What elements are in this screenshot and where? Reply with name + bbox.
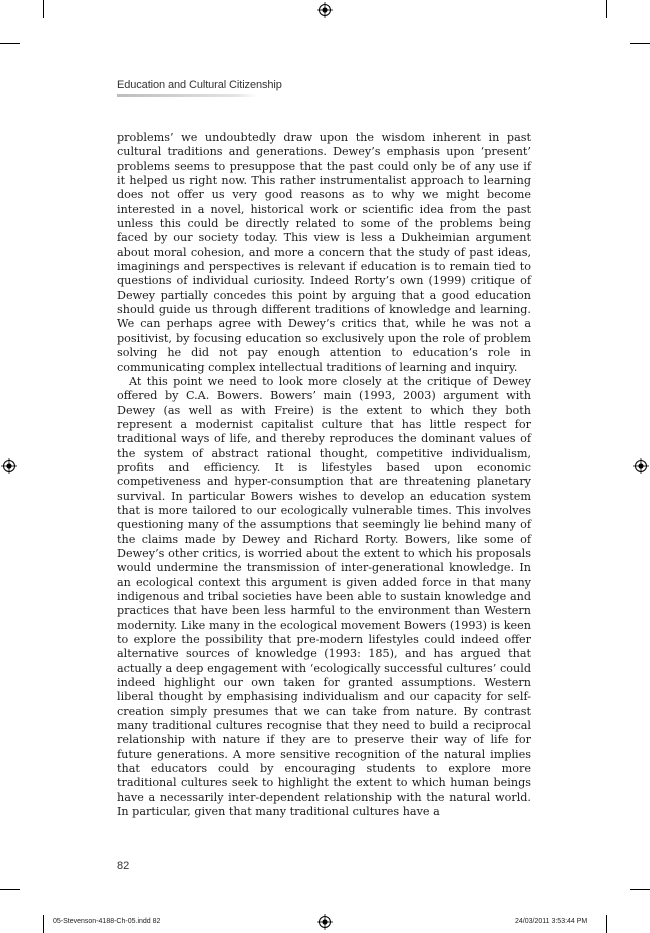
running-head-rule <box>117 94 257 97</box>
slug-date-time: 24/03/2011 3:53:44 PM <box>515 918 588 925</box>
registration-mark-icon <box>1 458 17 474</box>
slug-file-name: 05-Stevenson-4188-Ch-05.indd 82 <box>53 918 161 925</box>
crop-mark-top-right-horizontal <box>630 43 650 44</box>
body-text <box>117 131 531 820</box>
crop-mark-bottom-left-vertical <box>43 915 44 933</box>
page-number: 82 <box>117 860 130 872</box>
crop-mark-top-left-horizontal <box>0 43 20 44</box>
crop-mark-bottom-left-horizontal <box>0 889 20 890</box>
crop-mark-top-right-vertical <box>606 0 607 18</box>
running-head: Education and Cultural Citizenship <box>117 79 282 91</box>
registration-mark-icon <box>633 458 649 474</box>
registration-mark-icon <box>317 2 333 18</box>
crop-mark-top-left-vertical <box>43 0 44 18</box>
registration-mark-icon <box>317 914 333 930</box>
crop-mark-bottom-right-vertical <box>606 915 607 933</box>
crop-mark-bottom-right-horizontal <box>630 889 650 890</box>
paragraph: At this point we need to look more closely at the critique of Dewey offered by C.A. Bowers. Bowers’ main (1993, 2003) argument with Dewey (as well as with Freire) is the extent to which they both represent a modernist capitalist culture that has little respect for traditional ways of life, and thereby reproduces the dominant values of the system of abstract rational thought, competitive individualism, profits and efficiency. It is lifestyles based upon economic competiveness and hyper-consumption that are threatening planetary survival. In particular Bowers wishes to develop an education system that is more tailored to our ecologically vulnerable times. This involves questioning many of the assumptions that seemingly lie behind many of the claims made by Dewey and Richard Rorty. Bowers, like some of Dewey’s other critics, is worried about the extent to which his proposals would undermine the transmission of inter-generational knowledge. In an ecological context this argument is given added force in that many indigenous and tribal societies have been able to sustain knowledge and practices that have been less harmful to the environment than Western modernity. Like many in the ecological movement Bowers (1993) is keen to explore the possibility that pre-modern lifestyles could indeed offer alternative sources of knowledge (1993: 185), and has argued that actually a deep engagement with ‘ecologically successful cultures’ could indeed highlight our own taken for granted assumptions. Western liberal thought by emphasising individualism and our capacity for self-creation simply presumes that we can take from nature. By contrast many traditional cultures recognise that they need to build a reciprocal relationship with nature if they are to preserve their way of life for future generations. A more sensitive recognition of the natural implies that educators could by encouraging students to explore more traditional cultures seek to highlight the extent to which human beings have a necessarily inter-dependent relationship with the natural world. In particular, given that many traditional cultures have a <box>117 374 531 819</box>
paragraph: problems’ we undoubtedly draw upon the wisdom inherent in past cultural traditions and generations. Dewey’s emphasis upon ‘present’ problems seems to presuppose that the past could only be of any use if it helped us right now. This rather instrumentalist approach to learning does not offer us very good reasons as to why we might become interested in a novel, historical work or scientific idea from the past unless this could be directly related to some of the problems being faced by our society today. This view is less a Dukheimian argument about moral cohesion, and more a concern that the study of past ideas, imaginings and perspectives is relevant if education is to remain tied to questions of individual curiosity. Indeed Rorty’s own (1999) critique of Dewey partially concedes this point by arguing that a good education should guide us through different traditions of knowledge and learning. We can perhaps agree with Dewey’s critics that, while he was not a positivist, by focusing education so exclusively upon the role of problem solving he did not pay enough attention to education’s role in communicating complex intellectual traditions of learning and inquiry. <box>117 131 531 374</box>
